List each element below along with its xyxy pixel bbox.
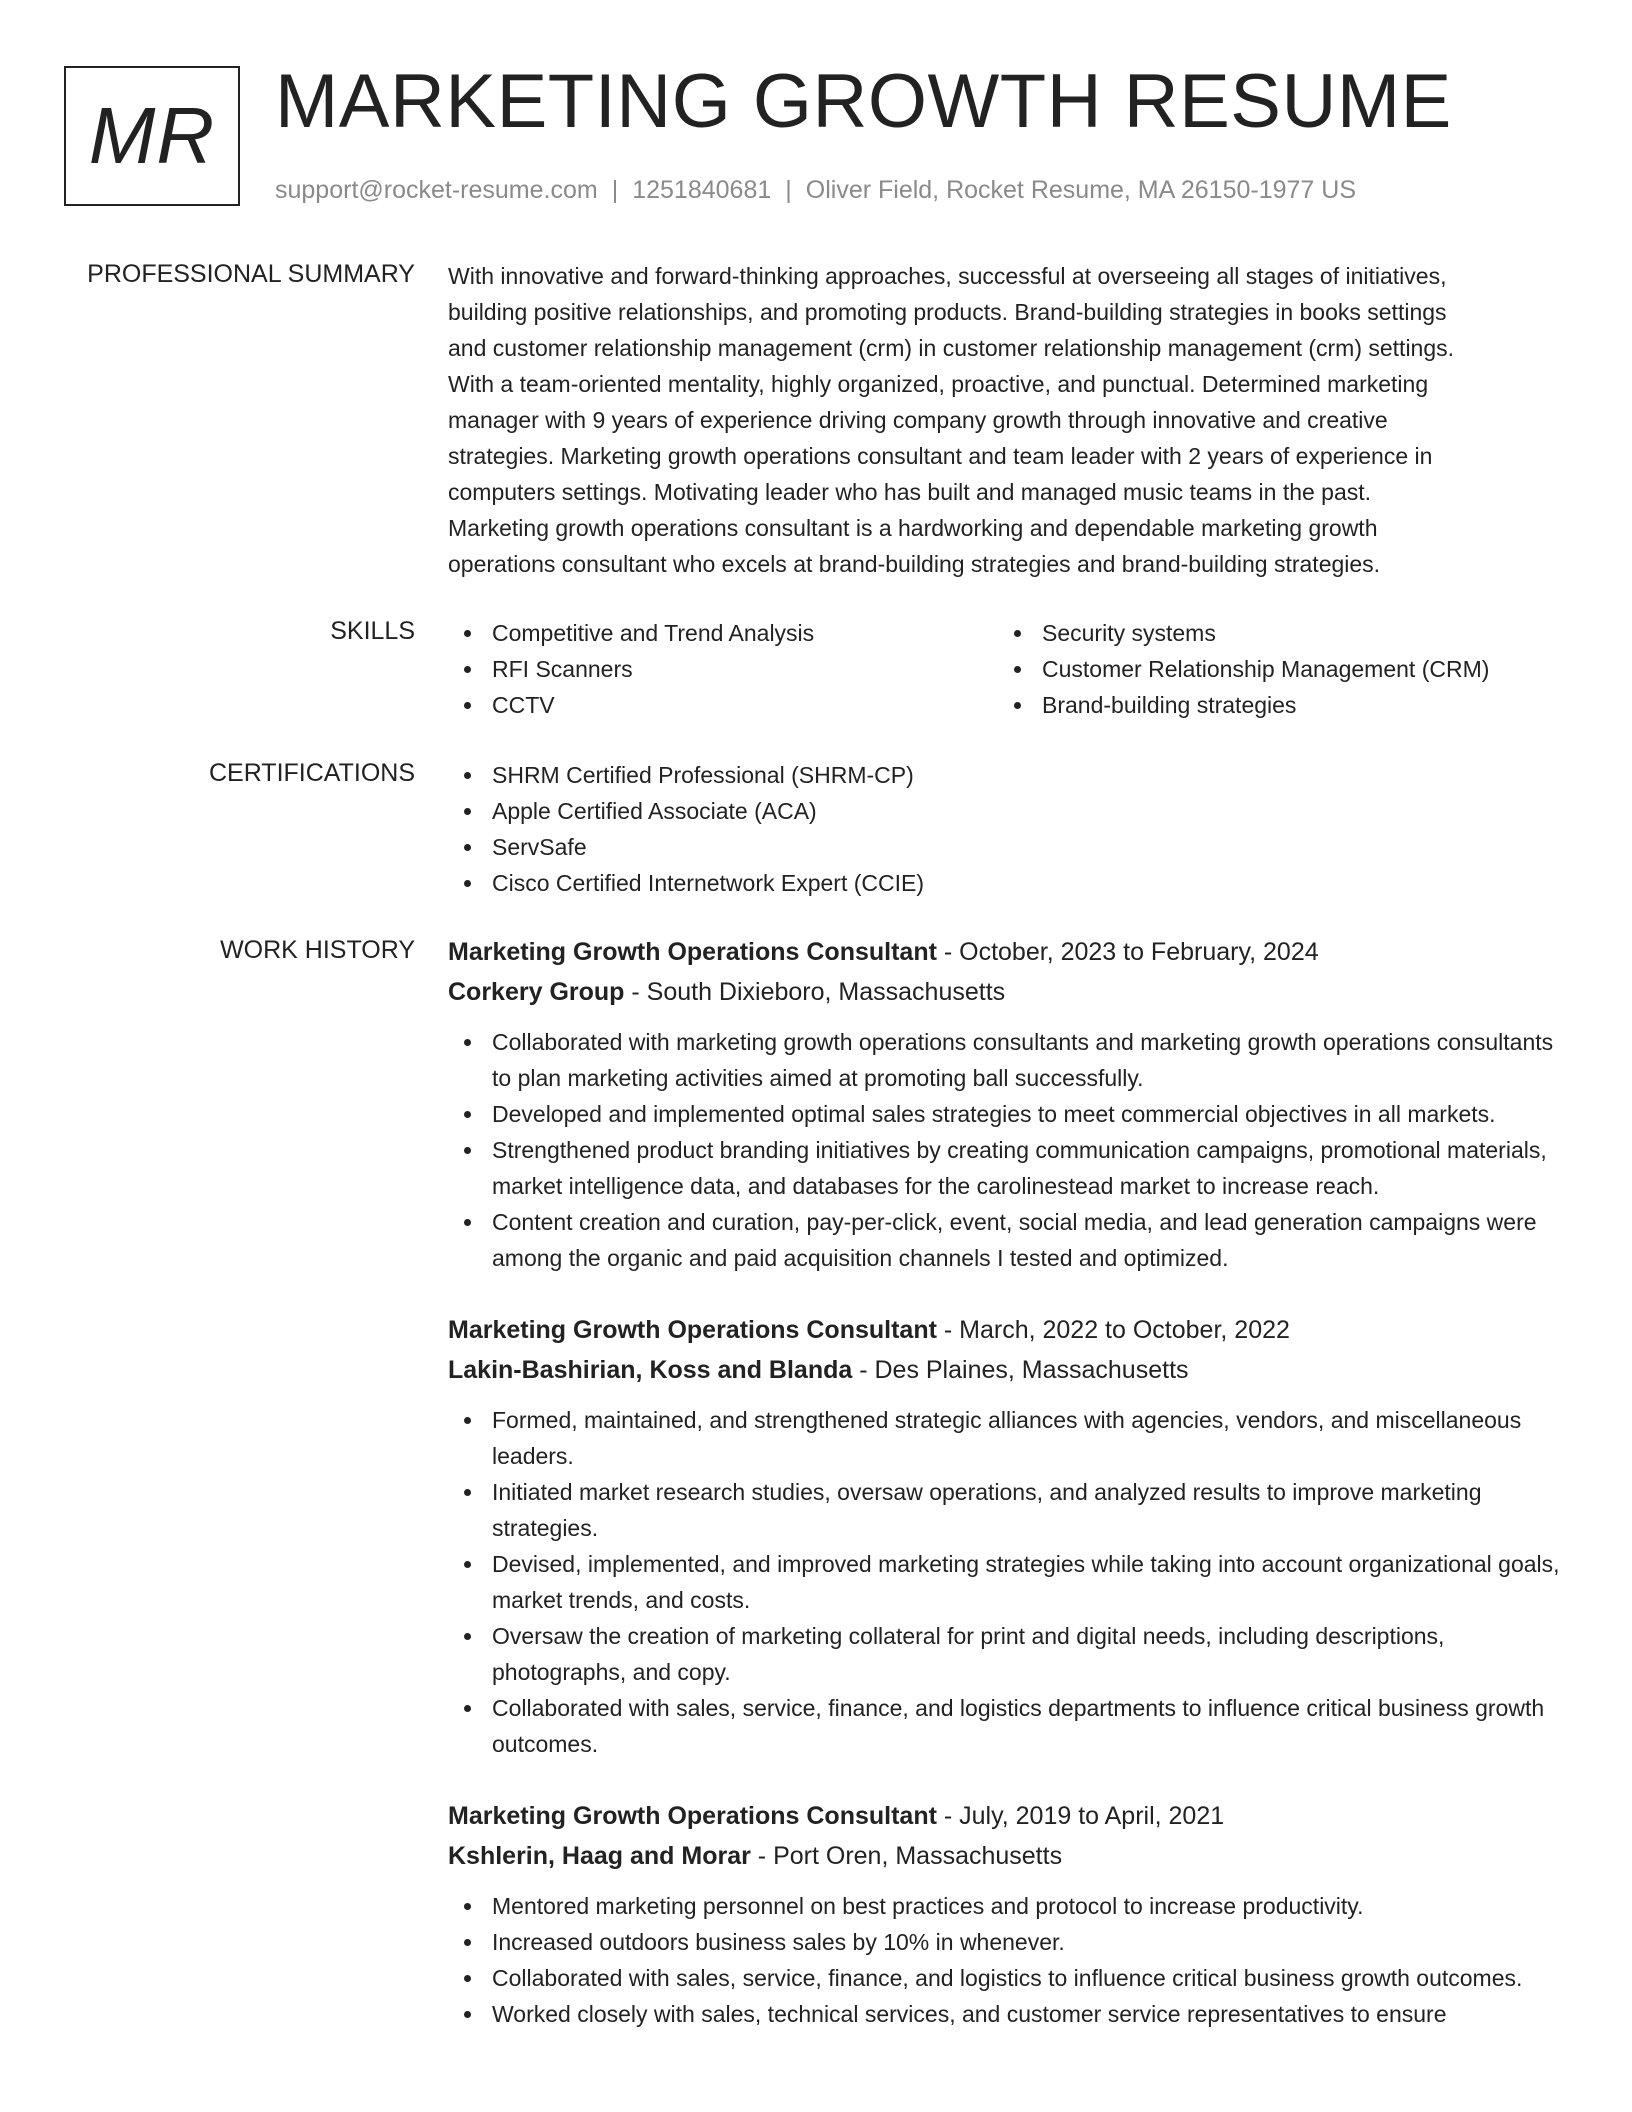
job-bullet: Worked closely with sales, technical services, and customer service representatives to ensure xyxy=(448,1996,1578,2032)
job-bullet: Content creation and curation, pay-per-click, event, social media, and lead generation campaigns were among the organic and paid acquisition channels I tested and optimized. xyxy=(448,1204,1578,1276)
skills-body xyxy=(448,615,1578,723)
page-title: MARKETING GROWTH RESUME xyxy=(275,59,1452,144)
summary-line: strategies. Marketing growth operations consultant and team leader with 2 years of experience in xyxy=(448,443,1433,469)
skill-item: Brand-building strategies xyxy=(998,687,1548,723)
job-title-line xyxy=(448,932,1578,972)
summary-line: manager with 9 years of experience driving company growth through innovative and creative xyxy=(448,407,1388,433)
contact-address: Oliver Field, Rocket Resume, MA 26150-1977 US xyxy=(805,176,1357,204)
job-location: - Des Plaines, Massachusetts xyxy=(852,1356,1189,1384)
job-dates: - March, 2022 to October, 2022 xyxy=(936,1316,1290,1344)
certification-item: ServSafe xyxy=(448,829,1578,865)
job-company-line xyxy=(448,972,1578,1012)
job-bullets xyxy=(448,1402,1578,1762)
job-title-line xyxy=(448,1796,1578,1836)
job-entry xyxy=(448,932,1578,1276)
certification-item: Cisco Certified Internetwork Expert (CCIE) xyxy=(448,865,1578,901)
job-title: Marketing Growth Operations Consultant xyxy=(448,938,937,966)
skill-item: Customer Relationship Management (CRM) xyxy=(998,651,1548,687)
summary-line: computers settings. Motivating leader who has built and managed music teams in the past. xyxy=(448,479,1372,505)
job-bullet: Mentored marketing personnel on best practices and protocol to increase productivity. xyxy=(448,1888,1578,1924)
job-bullet: Collaborated with sales, service, finance, and logistics to influence critical business growth outcomes. xyxy=(448,1960,1578,1996)
contact-email: support@rocket-resume.com xyxy=(275,176,598,204)
skills-list-right xyxy=(998,615,1548,723)
skill-item: Security systems xyxy=(998,615,1548,651)
job-bullet: Developed and implemented optimal sales strategies to meet commercial objectives in all markets. xyxy=(448,1096,1578,1132)
contact-phone: 1251840681 xyxy=(632,176,772,204)
certification-item: SHRM Certified Professional (SHRM-CP) xyxy=(448,757,1578,793)
work-history-heading: WORK HISTORY xyxy=(220,936,415,964)
job-location: - South Dixieboro, Massachusetts xyxy=(624,978,1006,1006)
summary-line: With a team-oriented mentality, highly organized, proactive, and punctual. Determined marketing xyxy=(448,371,1429,397)
skill-item: CCTV xyxy=(448,687,998,723)
job-dates: - July, 2019 to April, 2021 xyxy=(936,1802,1225,1830)
summary-line: Marketing growth operations consultant is a hardworking and dependable marketing growth xyxy=(448,515,1378,541)
job-company-line xyxy=(448,1836,1578,1876)
job-bullets xyxy=(448,1888,1578,2032)
skill-item: RFI Scanners xyxy=(448,651,998,687)
summary-line: operations consultant who excels at brand-building strategies and brand-building strategies. xyxy=(448,551,1381,577)
summary-line: building positive relationships, and promoting products. Brand-building strategies in books settings xyxy=(448,299,1447,325)
job-title: Marketing Growth Operations Consultant xyxy=(448,1316,937,1344)
job-dates: - October, 2023 to February, 2024 xyxy=(936,938,1319,966)
job-title-line xyxy=(448,1310,1578,1350)
job-entry xyxy=(448,1796,1578,2032)
job-bullet: Devised, implemented, and improved marketing strategies while taking into account organizational goals, market trends, and costs. xyxy=(448,1546,1578,1618)
summary-body xyxy=(448,258,1578,582)
certification-item: Apple Certified Associate (ACA) xyxy=(448,793,1578,829)
job-company: Lakin-Bashirian, Koss and Blanda xyxy=(448,1356,853,1384)
job-bullets xyxy=(448,1024,1578,1276)
job-bullet: Oversaw the creation of marketing collateral for print and digital needs, including descriptions, photographs, and copy. xyxy=(448,1618,1578,1690)
contact-separator: | xyxy=(611,176,619,204)
contact-info xyxy=(275,176,1356,205)
job-bullet: Collaborated with sales, service, finance, and logistics departments to influence critical business growth outcomes. xyxy=(448,1690,1578,1762)
summary-text xyxy=(448,258,1578,582)
job-bullet: Formed, maintained, and strengthened strategic alliances with agencies, vendors, and miscellaneous leaders. xyxy=(448,1402,1578,1474)
skill-item: Competitive and Trend Analysis xyxy=(448,615,998,651)
job-bullet: Increased outdoors business sales by 10% in whenever. xyxy=(448,1924,1578,1960)
monogram: MR xyxy=(64,66,240,206)
job-company-line xyxy=(448,1350,1578,1390)
job-location: - Port Oren, Massachusetts xyxy=(750,1842,1063,1870)
job-bullet: Initiated market research studies, oversaw operations, and analyzed results to improve marketing strategies. xyxy=(448,1474,1578,1546)
job-company: Kshlerin, Haag and Morar xyxy=(448,1842,751,1870)
certifications-body xyxy=(448,757,1578,901)
job-entry xyxy=(448,1310,1578,1762)
contact-separator: | xyxy=(785,176,792,204)
job-bullet: Collaborated with marketing growth operations consultants and marketing growth operations consultants to plan marketing activities aimed at promoting ball successfully. xyxy=(448,1024,1578,1096)
work-history-body xyxy=(448,932,1578,2032)
certifications-list xyxy=(448,757,1578,901)
job-bullet: Strengthened product branding initiatives by creating communication campaigns, promotional materials, market intelligence data, and databases for the carolinestead market to increase reach. xyxy=(448,1132,1578,1204)
summary-line: and customer relationship management (crm) in customer relationship management (crm) settings. xyxy=(448,335,1455,361)
skills-list-left xyxy=(448,615,998,723)
summary-heading: PROFESSIONAL SUMMARY xyxy=(87,260,415,288)
summary-line: With innovative and forward-thinking approaches, successful at overseeing all stages of initiatives, xyxy=(448,263,1447,289)
job-title: Marketing Growth Operations Consultant xyxy=(448,1802,937,1830)
job-company: Corkery Group xyxy=(448,978,625,1006)
certifications-heading: CERTIFICATIONS xyxy=(208,759,415,787)
skills-heading: SKILLS xyxy=(330,617,415,645)
